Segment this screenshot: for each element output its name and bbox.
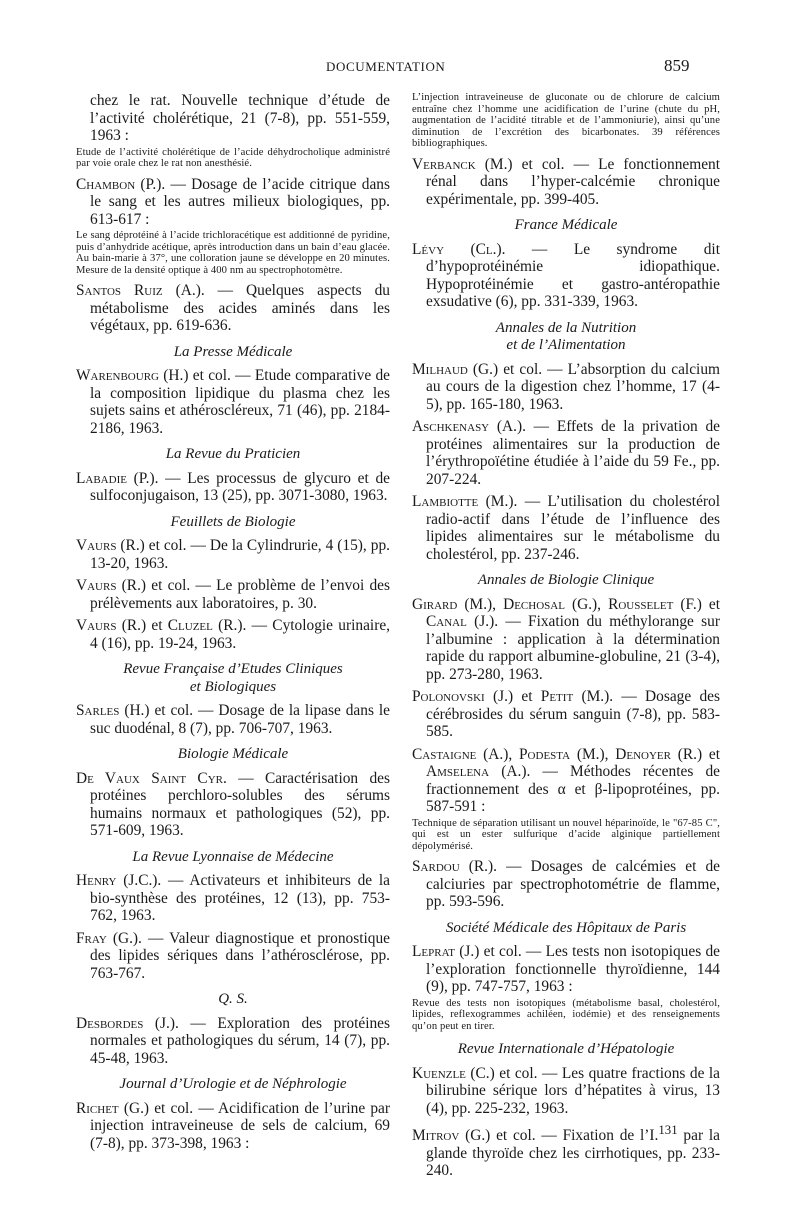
entry-author: Polonovski (J.) [412, 688, 514, 705]
journal-heading: Biologie Médicale [177, 746, 289, 762]
bibliography-entry: Lambiotte (M.). — L’utilisation du cholestérol radio-actif dans l’étude de l’influence des lipides alimentaires sur le métabolisme du cholestérol, pp. 237-246. [412, 493, 720, 563]
entry-author: Henry (J.C.). [76, 872, 162, 889]
page-number: 859 [664, 56, 690, 75]
bibliography-entry: Henry (J.C.). — Activateurs et inhibiteurs de la bio-synthèse des protéines, 12 (13), pp. 753-762, 1963. [76, 872, 390, 924]
entry-abstract: Technique de séparation utilisant un nouvel héparinoïde, le "67-85 C", qui est un ester sulfurique d’acide alginique partiellement dépolymérisé. [412, 817, 720, 852]
bibliography-entry: Vaurs (R.) et Cluzel (R.). — Cytologie urinaire, 4 (16), pp. 19-24, 1963. [76, 617, 390, 652]
bibliography-entry: Milhaud (G.) et col. — L’absorption du calcium au cours de la digestion chez l’homme, 17 (4-5), pp. 165-180, 1963. [412, 360, 720, 413]
left-column [76, 92, 390, 1157]
entry-author: Castaigne (A.), Podesta (M.), Denoyer [412, 745, 671, 763]
entry-author: Lambiotte (M.). [412, 493, 518, 510]
bibliography-entry: Verbanck (M.) et col. — Le fonctionnement rénal dans l’hyper-calcémie chronique expérimentale, pp. 399-405. [412, 155, 720, 208]
bibliography-entry: Leprat (J.) et col. — Les tests non isotopiques de l’exploration fonctionnelle thyroïdienne, 144 (9), pp. 747-757, 1963 : [412, 943, 720, 995]
entry-author: Chambon (P.). [76, 175, 166, 193]
running-header [0, 56, 800, 80]
entry-author: Sarles (H.) [76, 702, 150, 719]
entry-author: Vaurs (R.) [76, 577, 147, 594]
entry-author: Girard (M.), Dechosal (G.), Rousselet [412, 595, 674, 613]
entry-author: Aschkenasy (A.). [412, 418, 526, 435]
journal-heading: Q. S. [218, 991, 248, 1007]
bibliography-entry: Polonovski (J.) et Petit (M.). — Dosage des cérébrosides du sérum sanguin (7-8), pp. 583-585. [412, 688, 720, 740]
entry-author: Vaurs (R.) [76, 537, 145, 554]
bibliography-entry: Aschkenasy (A.). — Effets de la privation de protéines alimentaires sur la production de l’érythropoïétine étudiée à l’aide du 59 Fe., pp. 207-224. [412, 418, 720, 488]
journal-heading: Revue Française d’Etudes Cliniques et Biologiques [123, 661, 343, 695]
bibliography-entry: Castaigne (A.), Podesta (M.), Denoyer (R.) et Amselena (A.). — Méthodes récentes de fractionnement des α et β-lipoprotéines, pp. 587-591 : [412, 745, 721, 815]
entry-author: Amselena (A.). [426, 763, 531, 780]
entry-author: Richet (G.) [76, 1099, 150, 1117]
bibliography-entry: Mitrov (G.) et col. — Fixation de l’I.$^{131}$ par la glande thyroïde chez les cirrhotiques, pp. 233-240. [412, 1123, 720, 1180]
entry-abstract: L’injection intraveineuse de gluconate ou de chlorure de calcium entraîne chez l’homme une acidification de l’urine (chute du pH, augmentation de l’acidité titrable et de l’ammoniurie), ainsi qu’une diminution de l’excrétion des bicarbonates. 39 références bibliographiques. [412, 92, 720, 149]
bibliography-entry: chez le rat. Nouvelle technique d’étude de l’activité cholérétique, 21 (7-8), pp. 551-559, 1963 : [90, 92, 390, 144]
entry-author: Kuenzle (C.) [412, 1064, 495, 1082]
bibliography-entry: Vaurs (R.) et col. — Le problème de l’envoi des prélèvements aux laboratoires, p. 30. [76, 577, 390, 612]
bibliography-entry: Warenbourg (H.) et col. — Etude comparative de la composition lipidique du plasma chez les sujets sains et athéroscléreux, 71 (46), pp. 2184-2186, 1963. [76, 367, 390, 437]
entry-author: Canal (J.). [426, 613, 499, 630]
running-title: DOCUMENTATION [326, 59, 446, 74]
journal-heading: Revue Internationale d’Hépatologie [457, 1041, 675, 1057]
bibliography-entry: Chambon (P.). — Dosage de l’acide citrique dans le sang et les autres milieux biologiques, pp. 613-617 : [76, 175, 390, 228]
entry-author: Fray (G.). [76, 929, 142, 947]
entry-author: Lévy (Cl.). [412, 240, 506, 258]
right-column [412, 92, 720, 1185]
entry-abstract: Le sang déprotéiné à l’acide trichloracétique est additionné de pyridine, puis d’anhydride acétique, après introduction dans un bain d’eau glacée. Au bain-marie à 37°, une colloration jaune se développe en 20 minutes. Mesure de la densité optique à 400 nm au spectrophotomètre. [76, 230, 390, 276]
bibliography-entry: Desbordes (J.). — Exploration des protéines normales et pathologiques du sérum, 14 (7), pp. 45-48, 1963. [76, 1014, 391, 1067]
journal-heading: Annales de la Nutrition et de l’Alimentation [495, 319, 637, 353]
entry-author: Warenbourg (H.) [76, 367, 189, 384]
entry-author: Verbanck (M.) [412, 155, 513, 173]
bibliography-entry: Kuenzle (C.) et col. — Les quatre fractions de la bilirubine sérique lors d’hépatites à virus, 13 (4), pp. 225-232, 1963. [412, 1064, 720, 1117]
bibliography-entry: Girard (M.), Dechosal (G.), Rousselet (F.) et Canal (J.). — Fixation du méthylorange sur l’albumine : application à la détermination rapide du rapport albumine-globuline, 21 (3-4), pp. 273-280, 1963. [412, 595, 720, 683]
entry-author: Petit (M.). [540, 688, 614, 705]
bibliography-entry: Fray (G.). — Valeur diagnostique et pronostique des lipides sériques dans l’athérosclérose, pp. 763-767. [76, 929, 391, 982]
bibliography-entry: Sarles (H.) et col. — Dosage de la lipase dans le suc duodénal, 8 (7), pp. 706-707, 1963. [76, 702, 390, 737]
journal-heading: La Revue Lyonnaise de Médecine [132, 848, 334, 865]
entry-author: Cluzel (R.). [167, 617, 247, 634]
entry-abstract: Etude de l’activité cholérétique de l’acide déhydrocholique administré par voie orale chez le rat non anesthésié. [76, 146, 390, 169]
entry-author: Desbordes (J.). [76, 1014, 179, 1032]
entry-author: Santos Ruiz (A.). [76, 282, 205, 299]
bibliography-entry: Labadie (P.). — Les processus de glycuro et de sulfoconjugaison, 13 (25), pp. 3071-3080, 1963. [76, 469, 390, 504]
bibliography-entry: Sardou (R.). — Dosages de calcémies et de calciuries par spectrophotométrie de flamme, pp. 593-596. [412, 858, 721, 910]
journal-heading: Feuillets de Biologie [170, 513, 296, 530]
bibliography-entry: De Vaux Saint Cyr. — Caractérisation des protéines perchloro-solubles des sérums humains normaux et pathologiques (52), pp. 571-609, 1963. [76, 769, 390, 839]
entry-author: Labadie (P.). [76, 469, 159, 487]
journal-heading: France Médicale [514, 217, 618, 233]
entry-author: Milhaud (G.) [412, 360, 499, 378]
bibliography-entry: Vaurs (R.) et col. — De la Cylindrurie, 4 (15), pp. 13-20, 1963. [76, 537, 390, 572]
entry-author: Sardou (R.). [412, 858, 497, 875]
journal-heading: Annales de Biologie Clinique [477, 572, 655, 588]
entry-author: Leprat (J.) [412, 943, 480, 960]
journal-heading: La Revue du Praticien [165, 446, 301, 462]
entry-author: Mitrov (G.) [412, 1127, 491, 1145]
isotope-superscript: 131 [658, 1123, 678, 1137]
bibliography-entry: Lévy (Cl.). — Le syndrome dit d’hypoprotéinémie idiopathique. Hypoprotéinémie et gastro-antéropathie exsudative (6), pp. 331-339, 1963. [412, 240, 720, 310]
journal-heading: Société Médicale des Hôpitaux de Paris [445, 919, 687, 936]
journal-heading: Journal d’Urologie et de Néphrologie [119, 1076, 347, 1092]
bibliography-entry: Santos Ruiz (A.). — Quelques aspects du métabolisme des acides aminés dans les végétaux, pp. 619-636. [76, 282, 390, 334]
entry-author: Vaurs (R.) [76, 617, 147, 634]
entry-abstract: Revue des tests non isotopiques (métabolisme basal, cholestérol, lipides, reflexogrammes achiléen, iodémie) et des renseignements qu’on peut en tirer. [412, 997, 720, 1032]
entry-author: De Vaux Saint Cyr. [76, 769, 227, 787]
bibliography-entry: Richet (G.) et col. — Acidification de l’urine par injection intraveineuse de sels de calcium, 69 (7-8), pp. 373-398, 1963 : [76, 1099, 390, 1152]
journal-heading: La Presse Médicale [173, 343, 293, 360]
